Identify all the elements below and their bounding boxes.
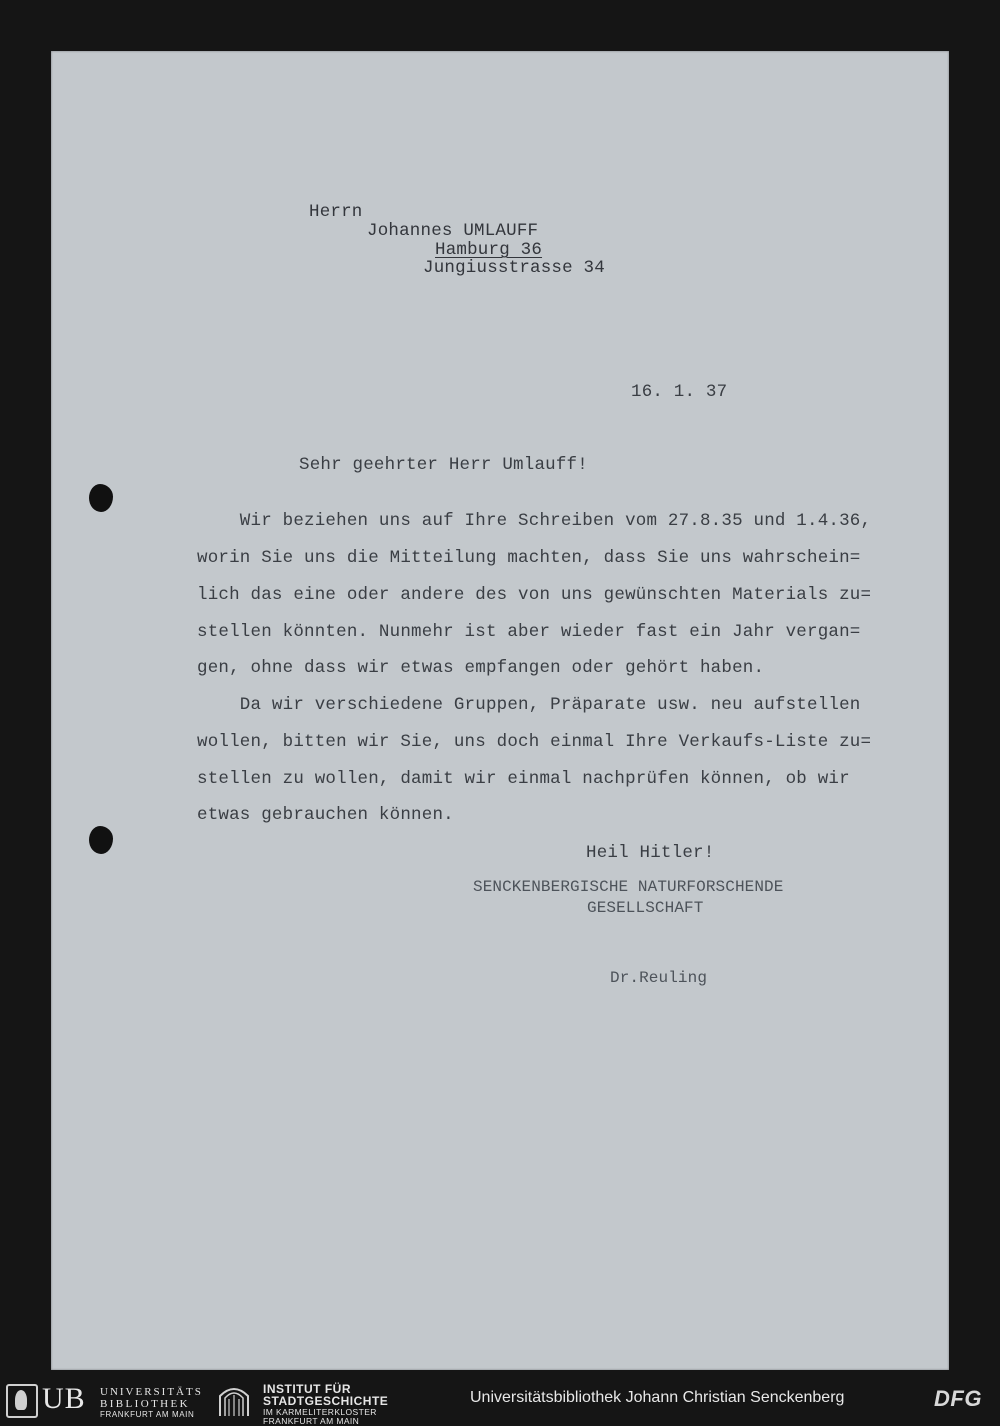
- ub-logo-line-3: FRANKFURT AM MAIN: [100, 1410, 195, 1419]
- signature: Dr.Reuling: [610, 969, 708, 987]
- ub-logo-letters: UB: [42, 1382, 86, 1415]
- body-line: etwas gebrauchen können.: [197, 805, 454, 825]
- body-line: lich das eine oder andere des von uns gewünschten Materials zu=: [197, 585, 872, 605]
- letter-greeting: Sehr geehrter Herr Umlauff!: [299, 455, 588, 475]
- ub-logo-line-2: BIBLIOTHEK: [100, 1398, 190, 1410]
- institute-line-3: IM KARMELITERKLOSTER: [263, 1407, 377, 1417]
- letter-page: [51, 51, 949, 1370]
- body-line: stellen zu wollen, damit wir einmal nachprüfen können, ob wir: [197, 769, 850, 789]
- institute-line-4: FRANKFURT AM MAIN: [263, 1416, 360, 1426]
- sender-line-1: SENCKENBERGISCHE NATURFORSCHENDE: [473, 878, 784, 896]
- address-salutation: Herrn: [309, 202, 363, 222]
- institute-arch-icon: [216, 1382, 252, 1418]
- address-street: Jungiusstrasse 34: [423, 258, 605, 278]
- body-line: worin Sie uns die Mitteilung machten, dass Sie uns wahrschein=: [197, 548, 861, 568]
- body-line: gen, ohne dass wir etwas empfangen oder gehört haben.: [197, 658, 765, 678]
- punch-hole-top: [89, 484, 113, 512]
- letter-closing: Heil Hitler!: [586, 843, 715, 863]
- ub-logo-icon: [6, 1384, 38, 1418]
- institute-line-1: INSTITUT FÜR: [263, 1382, 351, 1396]
- address-city: Hamburg 36: [435, 240, 543, 260]
- body-line: Wir beziehen uns auf Ihre Schreiben vom 27.8.35 und 1.4.36,: [197, 511, 872, 531]
- punch-hole-bottom: [89, 826, 113, 854]
- body-line: stellen könnten. Nunmehr ist aber wieder fast ein Jahr vergan=: [197, 622, 861, 642]
- institute-line-2: STADTGESCHICHTE: [263, 1394, 389, 1408]
- footer-bar: [0, 1372, 1000, 1424]
- library-name: Universitätsbibliothek Johann Christian Senckenberg: [470, 1389, 845, 1406]
- dfg-logo: DFG: [934, 1386, 982, 1411]
- body-line: Da wir verschiedene Gruppen, Präparate usw. neu aufstellen: [197, 695, 861, 715]
- body-line: wollen, bitten wir Sie, uns doch einmal Ihre Verkaufs-Liste zu=: [197, 732, 872, 752]
- address-name: Johannes UMLAUFF: [367, 221, 539, 241]
- letter-date: 16. 1. 37: [631, 382, 728, 402]
- sender-line-2: GESELLSCHAFT: [587, 899, 704, 917]
- ub-logo-line-1: UNIVERSITÄTS: [100, 1386, 203, 1398]
